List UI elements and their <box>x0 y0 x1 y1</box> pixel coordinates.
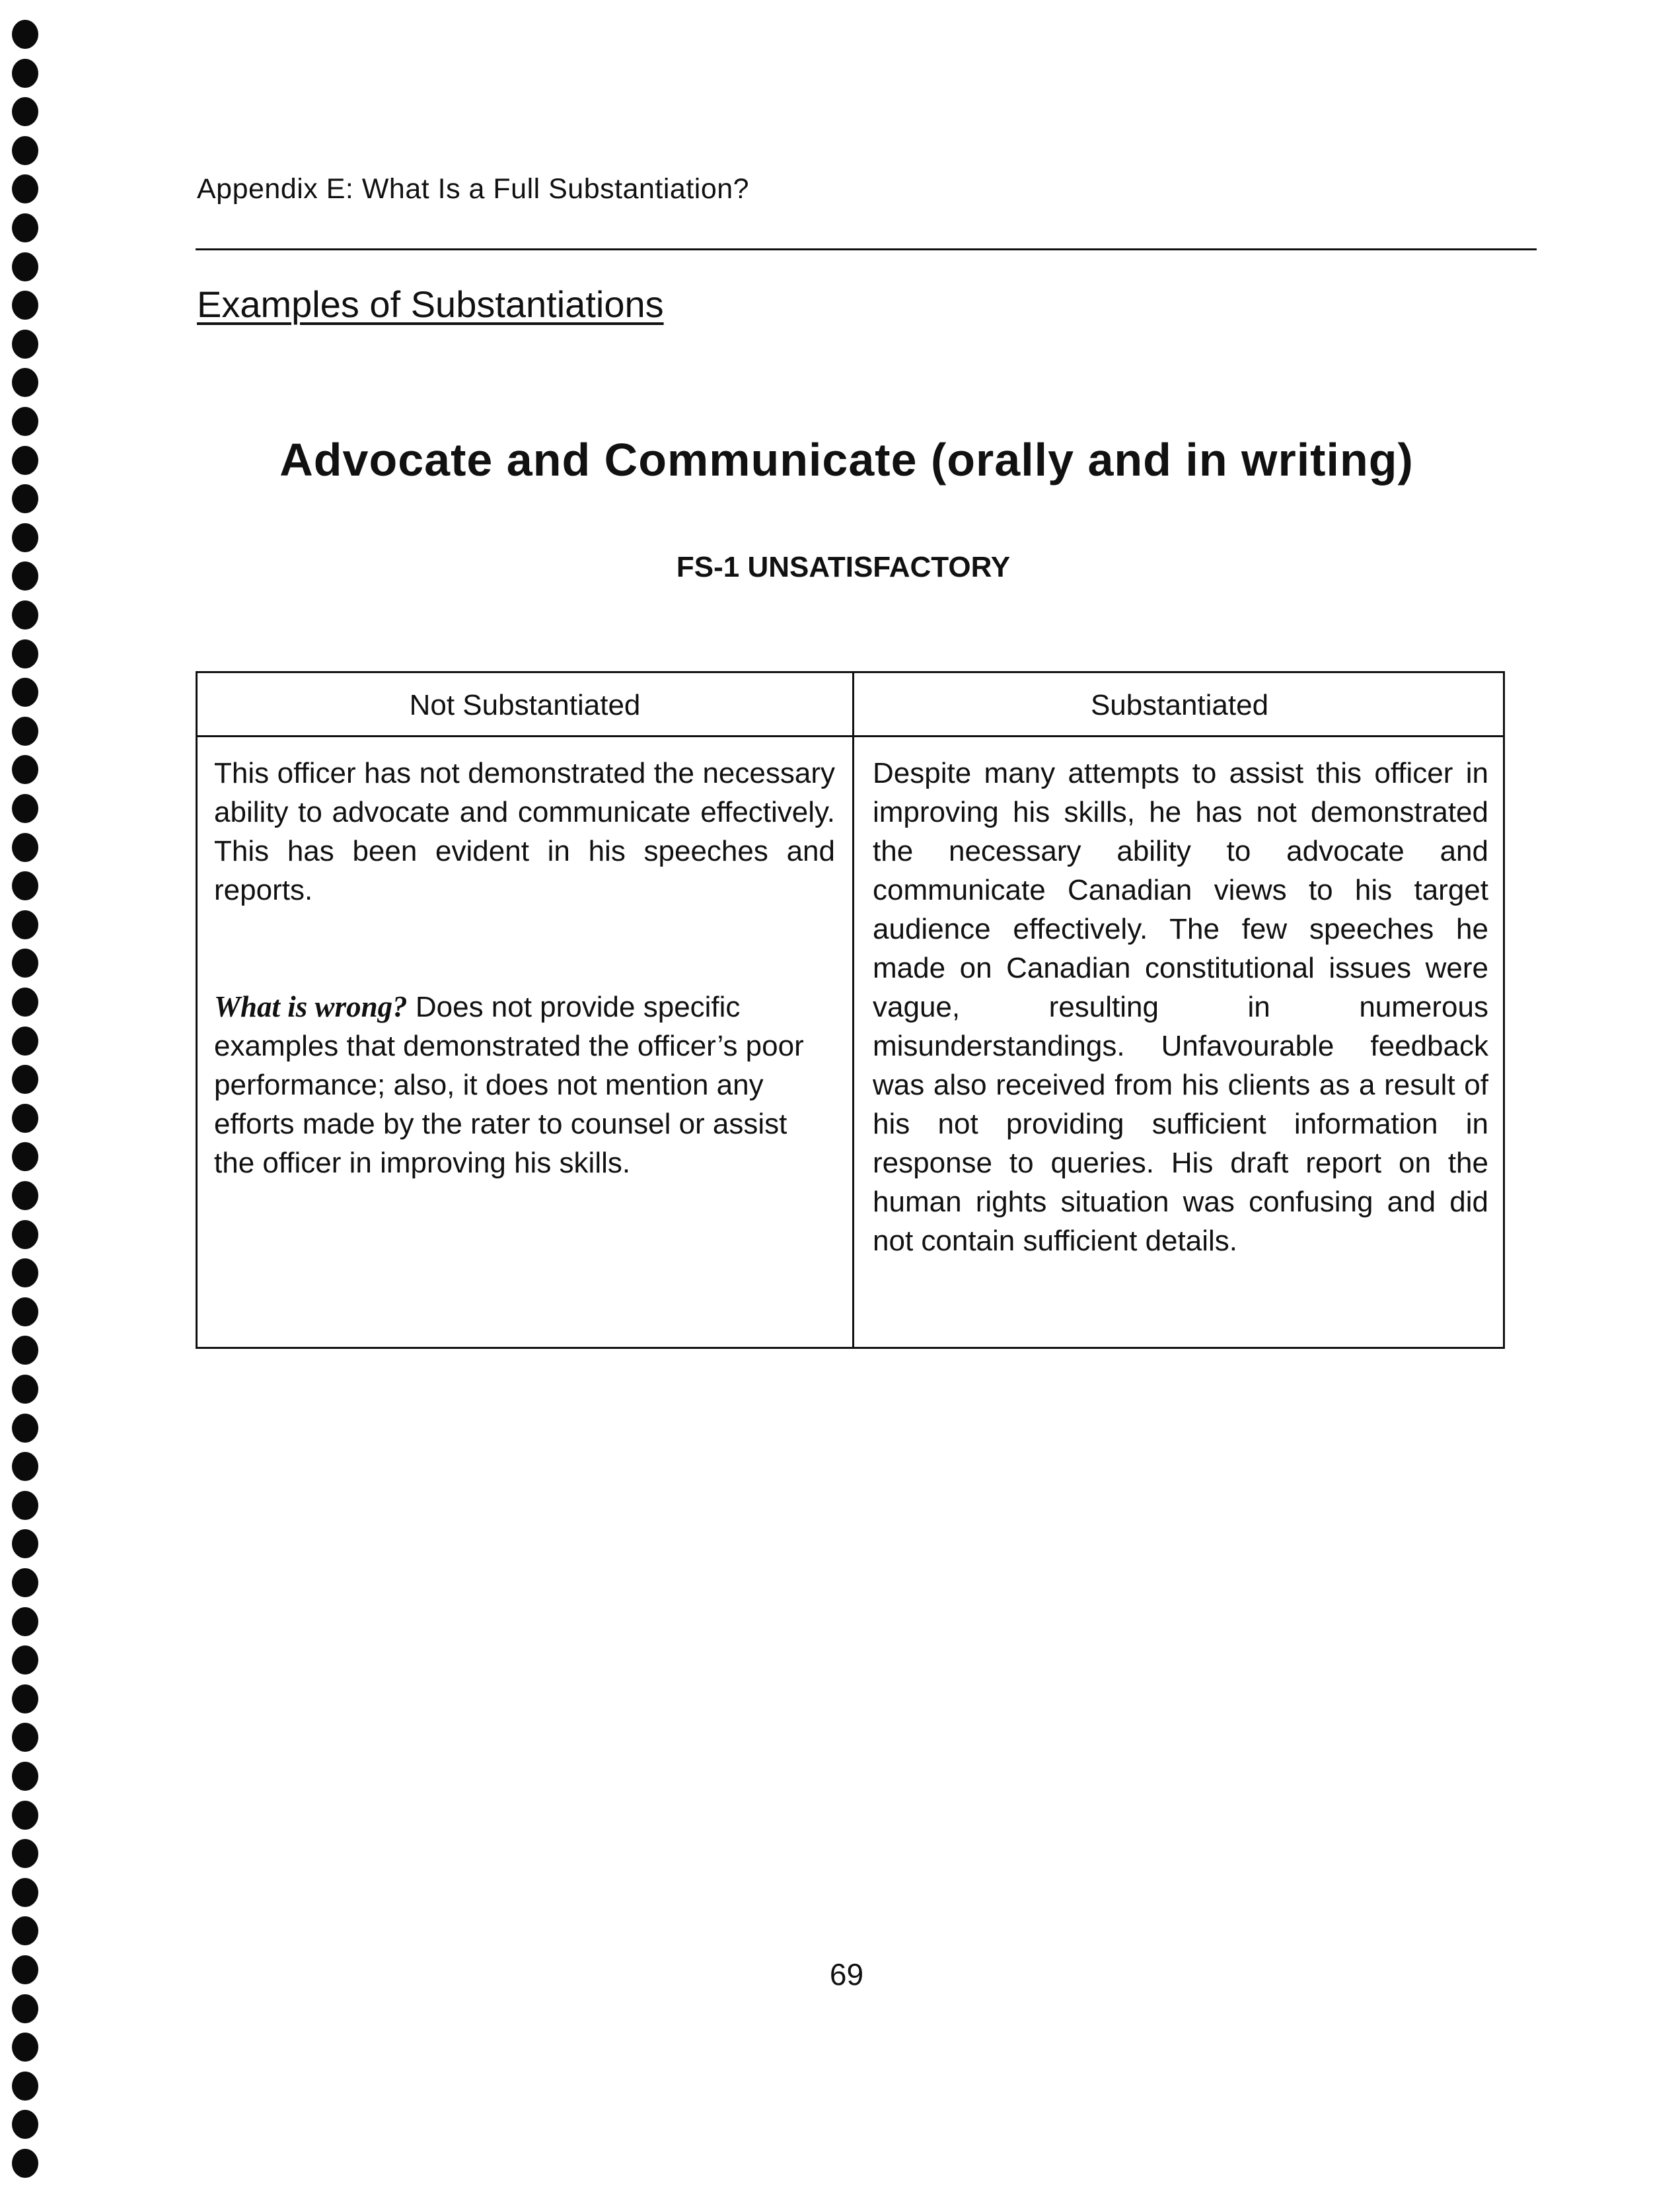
binding-hole <box>12 1104 38 1133</box>
binding-hole <box>12 523 38 552</box>
binding-holes <box>9 20 49 2193</box>
binding-hole <box>12 1375 38 1404</box>
binding-hole <box>12 1065 38 1094</box>
binding-hole <box>12 871 38 900</box>
header-rule <box>196 248 1537 250</box>
binding-hole <box>12 484 38 513</box>
binding-hole <box>12 1452 38 1481</box>
binding-hole <box>12 97 38 126</box>
binding-hole <box>12 1839 38 1868</box>
binding-hole <box>12 174 38 203</box>
binding-hole <box>12 213 38 242</box>
binding-hole <box>12 2033 38 2062</box>
binding-hole <box>12 330 38 359</box>
header-divider <box>198 735 1503 737</box>
binding-hole <box>12 1645 38 1675</box>
binding-hole <box>12 1414 38 1443</box>
binding-hole <box>12 1336 38 1365</box>
binding-hole <box>12 291 38 320</box>
substantiation-table <box>196 671 1505 1349</box>
page-title: Advocate and Communicate (orally and in writing) <box>279 434 1414 486</box>
binding-hole <box>12 407 38 436</box>
column-divider <box>852 673 854 1347</box>
note-label: What is wrong? <box>214 990 408 1023</box>
what-is-wrong-note <box>214 988 835 1182</box>
section-title: Examples of Substantiations <box>197 283 664 325</box>
note-text: Does not provide specific examples that demonstrated the officer’s poor performance; also, it does not mention any efforts made by the rater to counsel or assist the officer in improving his skills. <box>214 991 804 1179</box>
binding-hole <box>12 639 38 668</box>
binding-hole <box>12 2110 38 2139</box>
binding-hole <box>12 1027 38 1056</box>
not-substantiated-example: This officer has not demonstrated the necessary ability to advocate and communicate effectively. This has been evident in his speeches and reports. <box>214 757 835 906</box>
column-header-substantiated: Substantiated <box>1090 689 1269 721</box>
binding-hole <box>12 1723 38 1752</box>
binding-hole <box>12 988 38 1017</box>
binding-hole <box>12 1220 38 1249</box>
binding-hole <box>12 717 38 746</box>
binding-hole <box>12 794 38 823</box>
binding-hole <box>12 1568 38 1597</box>
column-header-not-substantiated: Not Substantiated <box>409 689 641 721</box>
binding-hole <box>12 678 38 707</box>
substantiated-example: Despite many attempts to assist this officer in improving his skills, he has not demonstrated the necessary ability to advocate and communicate Canadian views to his target audience effectively. The few speeches he made on Canadian constitutional issues were vague, resulting in numerous misunderstandings. Unfavourable feedback was also received from his clients as a result of his not providing sufficient information in response to queries. His draft report on the human rights situation was confusing and did not contain sufficient details. <box>873 757 1488 1257</box>
binding-hole <box>12 1297 38 1326</box>
binding-hole <box>12 949 38 978</box>
binding-hole <box>12 833 38 862</box>
binding-hole <box>12 1529 38 1558</box>
binding-hole <box>12 136 38 165</box>
binding-hole <box>12 755 38 784</box>
binding-hole <box>12 368 38 397</box>
binding-hole <box>12 600 38 630</box>
binding-hole <box>12 1801 38 1830</box>
binding-hole <box>12 1878 38 1907</box>
binding-hole <box>12 1994 38 2023</box>
binding-hole <box>12 20 38 49</box>
binding-hole <box>12 59 38 88</box>
binding-hole <box>12 252 38 281</box>
binding-hole <box>12 2149 38 2178</box>
page-number: 69 <box>829 1957 864 1992</box>
binding-hole <box>12 1916 38 1945</box>
binding-hole <box>12 1258 38 1287</box>
binding-hole <box>12 1607 38 1636</box>
binding-hole <box>12 2072 38 2101</box>
binding-hole <box>12 1684 38 1713</box>
binding-hole <box>12 1762 38 1791</box>
binding-hole <box>12 1142 38 1171</box>
binding-hole <box>12 1181 38 1210</box>
running-head: Appendix E: What Is a Full Substantiation? <box>197 173 750 205</box>
not-substantiated-cell <box>214 754 835 1182</box>
binding-hole <box>12 1491 38 1520</box>
substantiated-cell <box>873 754 1488 1260</box>
rating-level: FS-1 UNSATISFACTORY <box>676 551 1011 583</box>
binding-hole <box>12 910 38 939</box>
